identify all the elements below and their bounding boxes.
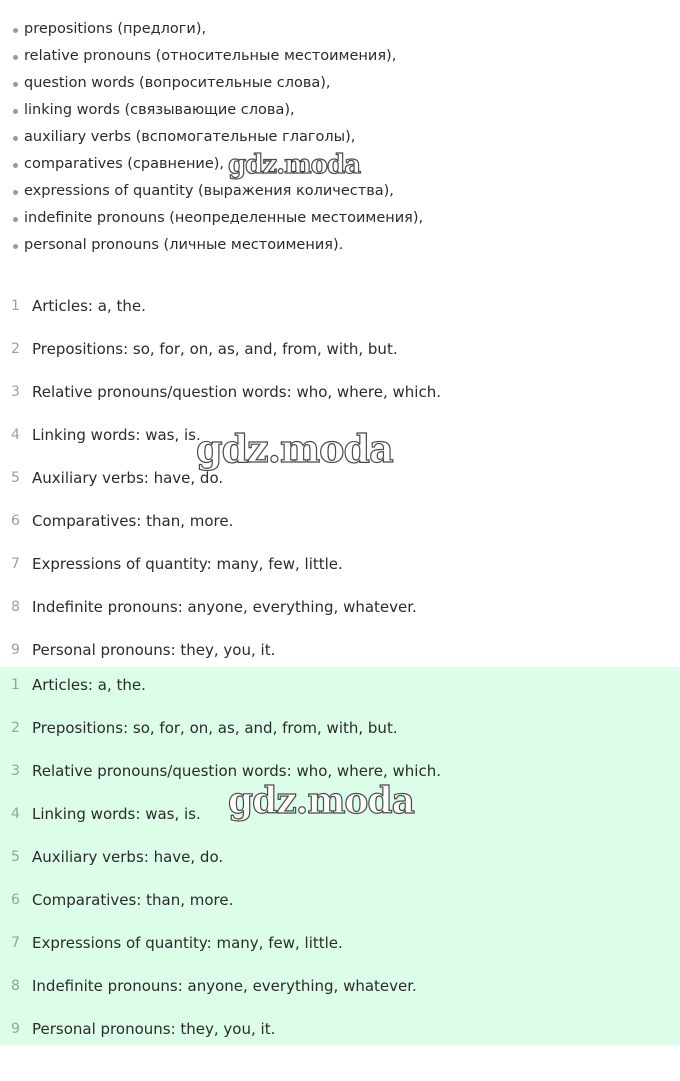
list-item [0, 232, 680, 259]
list-item-text: question words (вопросительные слова), [24, 75, 331, 91]
row-text: Linking words: was, is. [32, 805, 201, 823]
bullet-icon [13, 190, 18, 195]
task-row [0, 371, 680, 414]
row-number: 4 [11, 427, 20, 443]
row-number: 6 [11, 513, 20, 529]
row-text: Relative pronouns/question words: who, where, which. [32, 383, 441, 401]
list-item [0, 205, 680, 232]
answer-row [0, 664, 680, 707]
list-item-text: linking words (связывающие слова), [24, 102, 295, 118]
row-text: Personal pronouns: they, you, it. [32, 1020, 276, 1038]
row-number: 8 [11, 978, 20, 994]
row-text: Prepositions: so, for, on, as, and, from, with, but. [32, 340, 398, 358]
watermark-logo: gdz.moda [196, 426, 393, 471]
row-number: 2 [11, 341, 20, 357]
row-number: 7 [11, 935, 20, 951]
task-row [0, 543, 680, 586]
row-text: Indefinite pronouns: anyone, everything, whatever. [32, 977, 417, 995]
list-item [0, 178, 680, 205]
row-number: 1 [11, 298, 20, 314]
row-text: Comparatives: than, more. [32, 512, 234, 530]
row-text: Personal pronouns: they, you, it. [32, 641, 276, 659]
list-item-text: indefinite pronouns (неопределенные местоимения), [24, 210, 424, 226]
bullet-icon [13, 163, 18, 168]
list-item-text: personal pronouns (личные местоимения). [24, 237, 344, 253]
bullet-icon [13, 28, 18, 33]
list-item [0, 43, 680, 70]
answer-row [0, 922, 680, 965]
row-text: Relative pronouns/question words: who, where, which. [32, 762, 441, 780]
answer-row [0, 836, 680, 879]
row-text: Linking words: was, is. [32, 426, 201, 444]
bullet-list [0, 16, 680, 259]
watermark-logo: gdz.moda [228, 780, 414, 822]
row-text: Auxiliary verbs: have, do. [32, 469, 224, 487]
answer-list [0, 664, 680, 1051]
bullet-icon [13, 109, 18, 114]
bullet-icon [13, 244, 18, 249]
bullet-icon [13, 55, 18, 60]
row-text: Articles: a, the. [32, 297, 146, 315]
answer-row [0, 879, 680, 922]
row-number: 9 [11, 1021, 20, 1037]
row-number: 5 [11, 849, 20, 865]
list-item-text: auxiliary verbs (вспомогательные глаголы), [24, 129, 356, 145]
task-row [0, 285, 680, 328]
row-text: Expressions of quantity: many, few, little. [32, 934, 343, 952]
row-number: 2 [11, 720, 20, 736]
task-list [0, 285, 680, 672]
answer-block [0, 667, 680, 1045]
bullet-icon [13, 217, 18, 222]
row-number: 1 [11, 677, 20, 693]
row-number: 7 [11, 556, 20, 572]
task-row [0, 500, 680, 543]
list-item [0, 70, 680, 97]
row-number: 4 [11, 806, 20, 822]
row-text: Articles: a, the. [32, 676, 146, 694]
row-text: Auxiliary verbs: have, do. [32, 848, 224, 866]
list-item-text: prepositions (предлоги), [24, 21, 207, 37]
answer-row [0, 965, 680, 1008]
watermark-logo: gdz.moda [228, 150, 361, 180]
list-item [0, 124, 680, 151]
answer-row [0, 1008, 680, 1051]
list-item-text: comparatives (сравнение), [24, 156, 225, 172]
answer-row [0, 707, 680, 750]
row-number: 9 [11, 642, 20, 658]
task-row [0, 328, 680, 371]
row-text: Expressions of quantity: many, few, little. [32, 555, 343, 573]
list-item-text: relative pronouns (относительные местоимения), [24, 48, 397, 64]
list-item-text: expressions of quantity (выражения количества), [24, 183, 394, 199]
bullet-icon [13, 82, 18, 87]
row-text: Indefinite pronouns: anyone, everything, whatever. [32, 598, 417, 616]
row-text: Prepositions: so, for, on, as, and, from, with, but. [32, 719, 398, 737]
row-number: 5 [11, 470, 20, 486]
task-row [0, 586, 680, 629]
row-number: 3 [11, 763, 20, 779]
row-text: Comparatives: than, more. [32, 891, 234, 909]
list-item [0, 16, 680, 43]
bullet-icon [13, 136, 18, 141]
row-number: 3 [11, 384, 20, 400]
row-number: 6 [11, 892, 20, 908]
row-number: 8 [11, 599, 20, 615]
list-item [0, 97, 680, 124]
